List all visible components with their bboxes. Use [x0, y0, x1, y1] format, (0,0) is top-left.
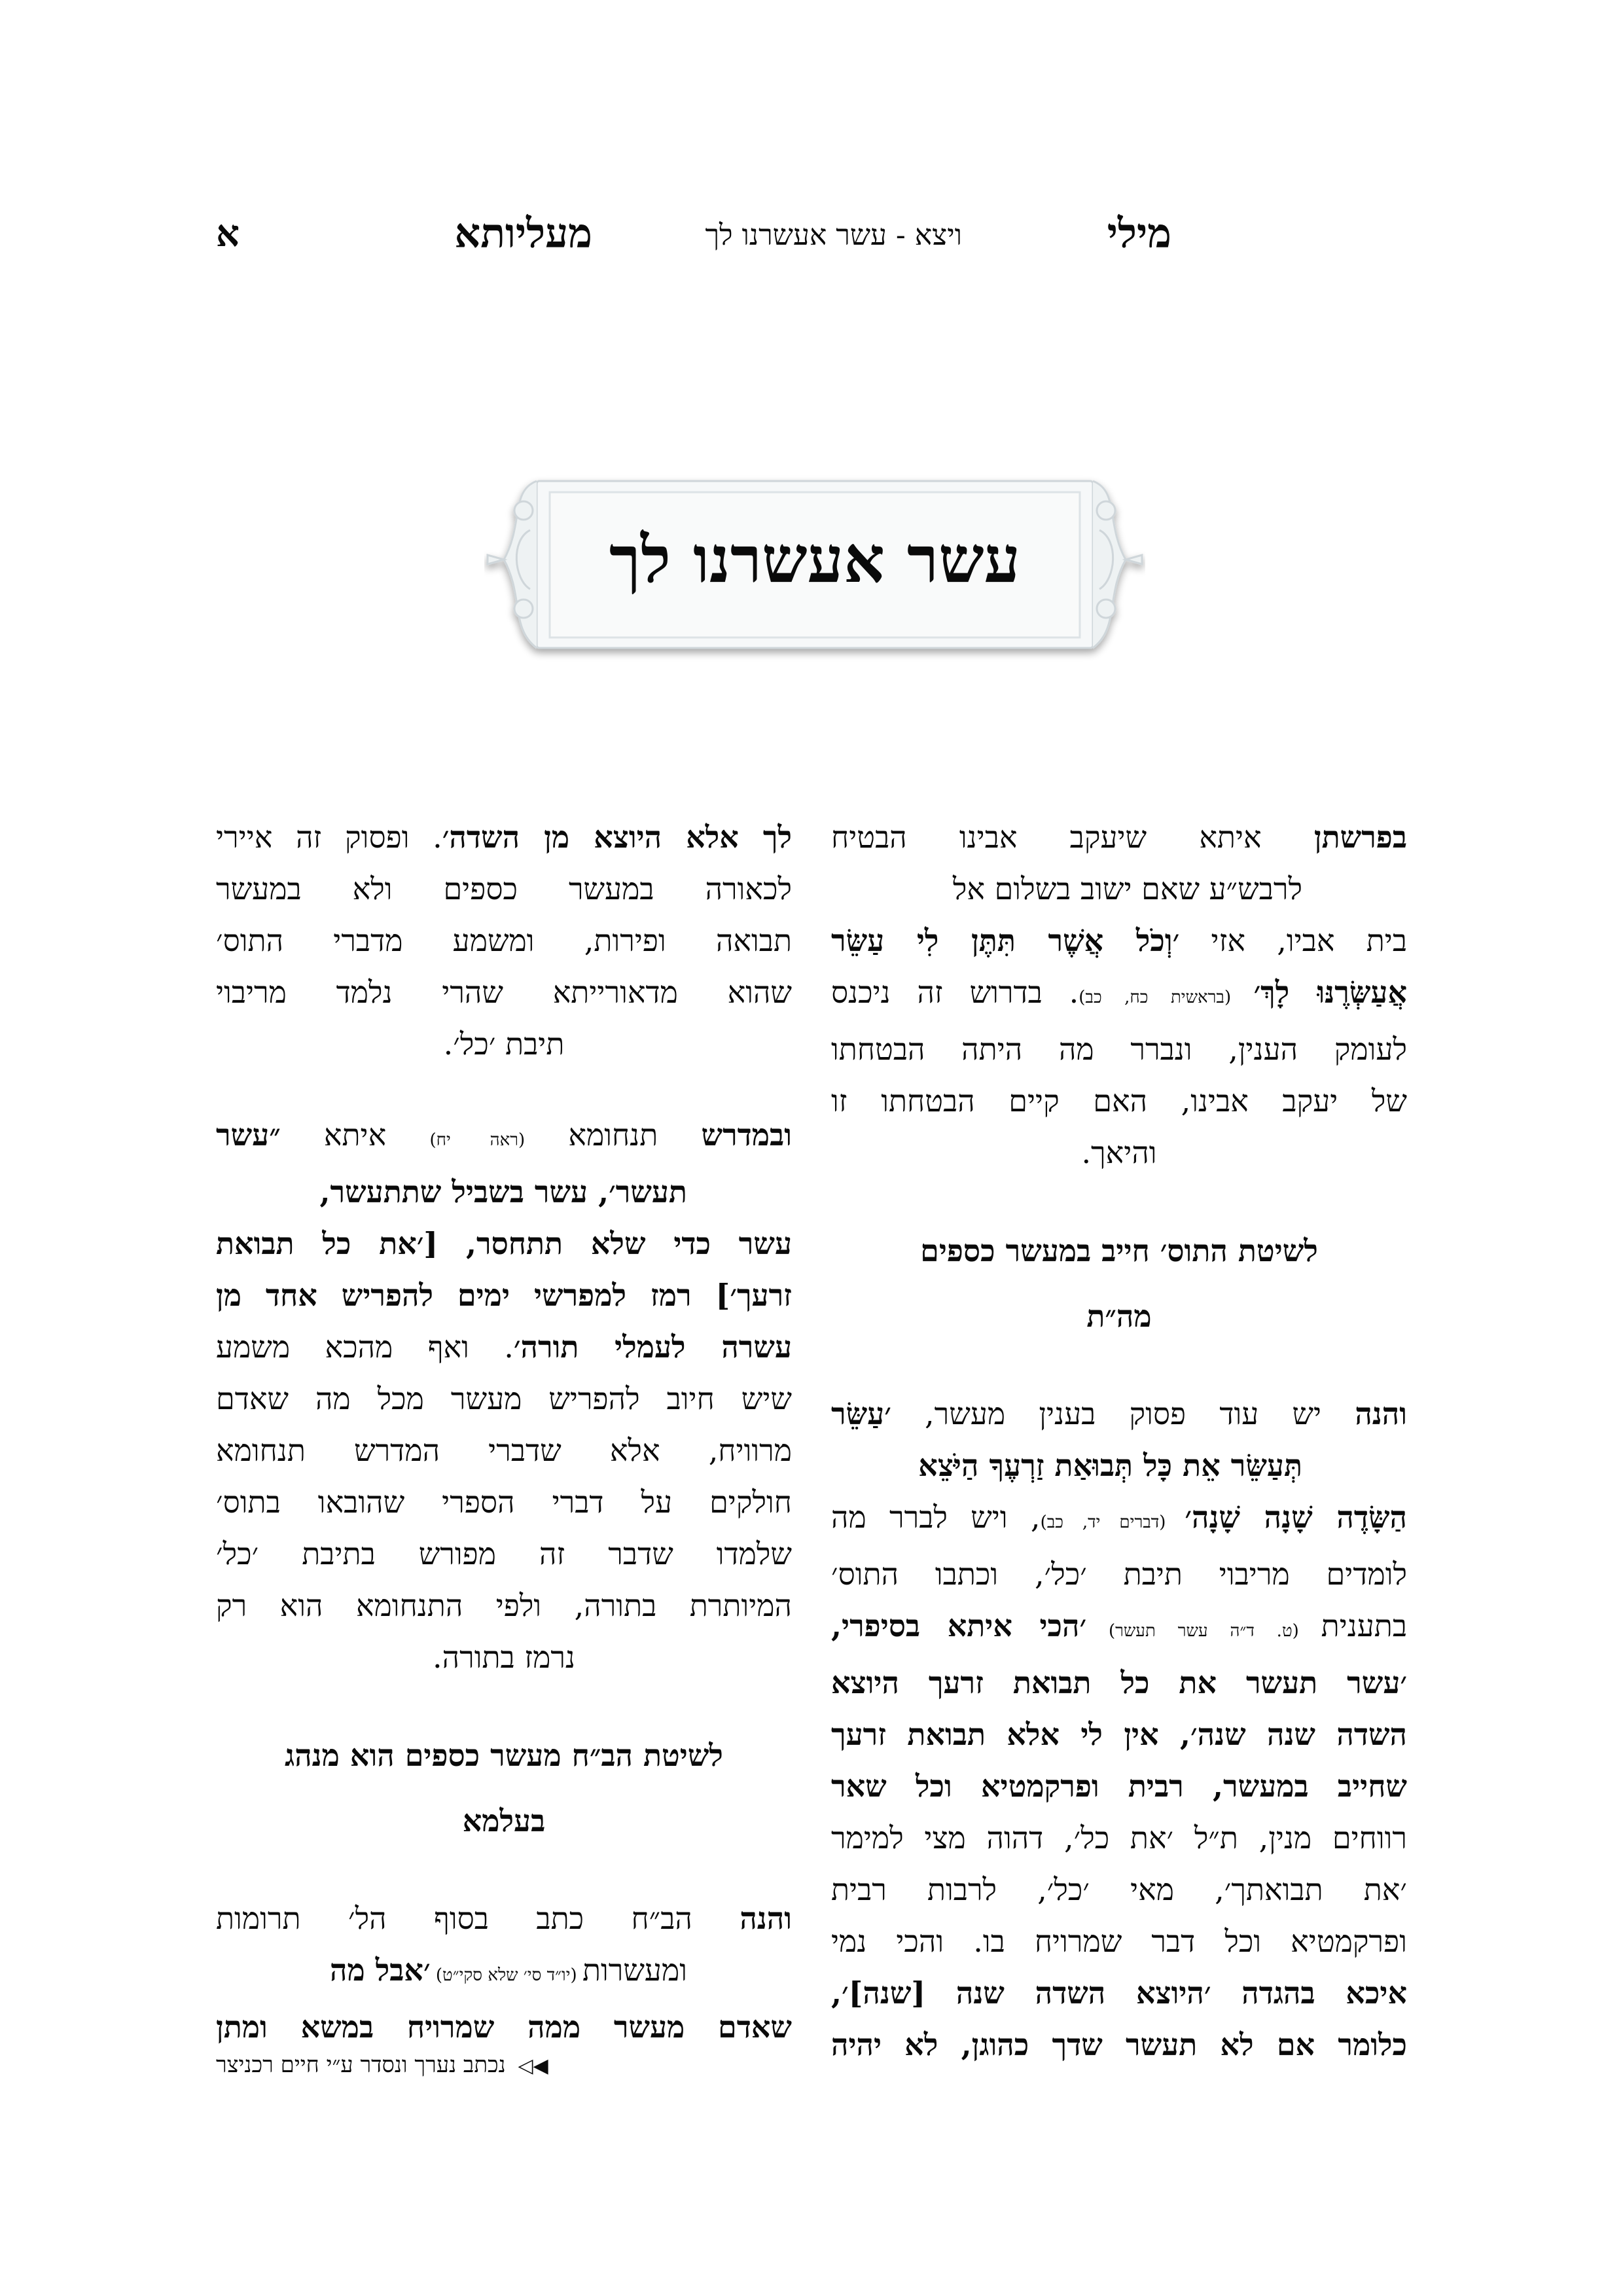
text-line: והיאך.	[1081, 1135, 1157, 1170]
text-line: ובמדרש תנחומא (ראה יח) איתא ״עשר	[216, 1117, 792, 1153]
text-line: תיבת ׳כל׳.	[443, 1026, 565, 1062]
text-line: ׳את תבואתך׳, מאי ׳כל׳, לרבות רבית	[831, 1872, 1407, 1907]
source-citation: (יו״ד סי׳ שלא סקי״ט)	[430, 1965, 582, 1985]
text-line: שאדם מעשר ממה שמרויח במשא ומתן	[216, 2009, 792, 2045]
text-line: חולקים על דברי הספרי שהובאו בתוס׳	[216, 1484, 792, 1520]
arrow-triangle-icon: ◀◁	[518, 2054, 548, 2077]
text-line: שלמדו שדבר זה מפורש בתיבת ׳כל׳	[216, 1536, 792, 1571]
text-line: לעומק הענין, ונברר מה היתה הבטחתו	[831, 1031, 1407, 1067]
source-citation: (בראשית כח, כב)	[1079, 988, 1254, 1007]
text-line: לומדים מריבוי תיבת ׳כל׳, וכתבו התוס׳	[831, 1556, 1407, 1592]
text-line: בית אביו, אזי ׳וְכֹל אֲשֶׁר תִּתֶּן לִי עַשֵּׂר	[831, 923, 1408, 958]
text-line: מרוויח, אלא שדברי המדרש תנחומא	[216, 1433, 792, 1468]
footer-credit	[216, 2052, 548, 2078]
text-line: ׳עשר תעשר את כל תבואת זרעך היוצא	[831, 1665, 1407, 1700]
chapter-title: עשר אעשרנו לך	[609, 522, 1021, 598]
text-line: לרבש״ע שאם ישוב בשלום אל	[952, 871, 1302, 906]
left-column	[216, 812, 792, 2092]
text-line: תעשר׳, עשר בשביל שתתעשר,	[319, 1174, 687, 1210]
text-line: רווחים מנין, ת״ל ׳את כל׳, דהוה מצי למימר	[831, 1820, 1407, 1856]
text-line: של יעקב אבינו, האם קיים הבטחתו זו	[831, 1083, 1407, 1119]
title-frame	[484, 452, 1145, 668]
text-line: הַשָּׂדֶה שָׁנָה שָׁנָה׳ (דברים יד, כב), ויש לברר מה	[831, 1499, 1407, 1535]
text-line: שחייב במעשר, רבית ופרקמטיא וכל שאר	[831, 1768, 1407, 1804]
text-line: בתענית (ט. ד״ה עשר תעשר) ׳הכי איתא בסיפרי,	[831, 1608, 1407, 1643]
text-line: לך אלא היוצא מן השדה׳. ופסוק זה איירי	[216, 819, 792, 855]
paragraph-tosafot	[831, 1388, 1407, 2071]
text-line: והנה יש עוד פסוק בענין מעשר, ׳עַשֵּׂר	[831, 1396, 1407, 1431]
paragraph-continuation	[216, 812, 792, 1070]
text-line: נרמז בתורה.	[433, 1640, 575, 1675]
running-header	[216, 209, 1171, 262]
text-line: בפרשתן איתא שיעקב אבינו הבטיח	[831, 819, 1407, 855]
source-citation: (דברים יד, כב)	[1040, 1513, 1185, 1532]
section-heading-tosafot: לשיטת התוס׳ חייב במעשר כספים מה״ת	[920, 1233, 1318, 1334]
book-title: מילי	[1107, 209, 1171, 257]
right-column	[831, 812, 1407, 2110]
text-line: עשר כדי שלא תתחסר, [׳את כל תבואת	[216, 1226, 792, 1261]
text-line: שיש חיוב להפריש מעשר מכל מה שאדם	[216, 1381, 792, 1416]
text-line: עשרה לעמלי תורה׳. ואף מהכא משמע	[216, 1329, 792, 1365]
text-line: שהוא מדאורייתא שהרי נלמד מריבוי	[216, 975, 792, 1010]
text-line: ומעשרות (יו״ד סי׳ שלא סקי״ט) ׳אבל מה	[329, 1952, 687, 1988]
text-line: זרעך׳] רמז למפרשי ימים להפריש אחד מן	[216, 1278, 792, 1313]
text-line: והנה הב״ח כתב בסוף הל׳ תרומות	[216, 1901, 792, 1936]
text-line: אֲעַשְּׂרֶנּוּ לָךְ׳ (בראשית כח, כב). בדרוש זה ניכנס	[831, 975, 1407, 1010]
source-citation: (ראה יח)	[429, 1130, 526, 1150]
text-line: תְּעַשֵּׂר אֵת כָּל תְּבוּאַת זַרְעֶךָ הַיֹּצֵא	[918, 1448, 1302, 1483]
text-line: המיותרת בתורה, ולפי התנחומא הוא רק	[216, 1588, 792, 1623]
text-line: ופרקמטיא וכל דבר שמרויח בו. והכי נמי	[831, 1924, 1407, 1959]
author-credit: נכתב נערך ונסדר ע״י חיים רכניצר	[216, 2052, 506, 2078]
parsha-title: ויצא - עשר אעשרנו לך	[705, 219, 962, 252]
paragraph-intro	[831, 812, 1407, 1179]
section-heading-bach: לשיטת הב״ח מעשר כספים הוא מנהג בעלמא	[285, 1738, 723, 1839]
paragraph-bach	[216, 1893, 792, 2053]
text-line: תבואה ופירות, ומשמע מדברי התוס׳	[216, 923, 792, 958]
source-citation: (ט. ד״ה עשר תעשר)	[1086, 1621, 1321, 1641]
page-number: א	[216, 212, 240, 255]
text-line: כלומר אם לא תעשר שדך כהוגן, לא יהיה	[831, 2027, 1407, 2062]
text-line: לכאורה במעשר כספים ולא במעשר	[216, 871, 792, 906]
book-subtitle: מעליותא	[454, 209, 592, 257]
text-line: השדה שנה שנה׳, אין לי אלא תבואת זרעך	[831, 1717, 1407, 1752]
text-line: איכא בהגדה ׳היוצא השדה שנה [שנה]׳,	[831, 1975, 1407, 2011]
paragraph-midrash	[216, 1109, 792, 1683]
